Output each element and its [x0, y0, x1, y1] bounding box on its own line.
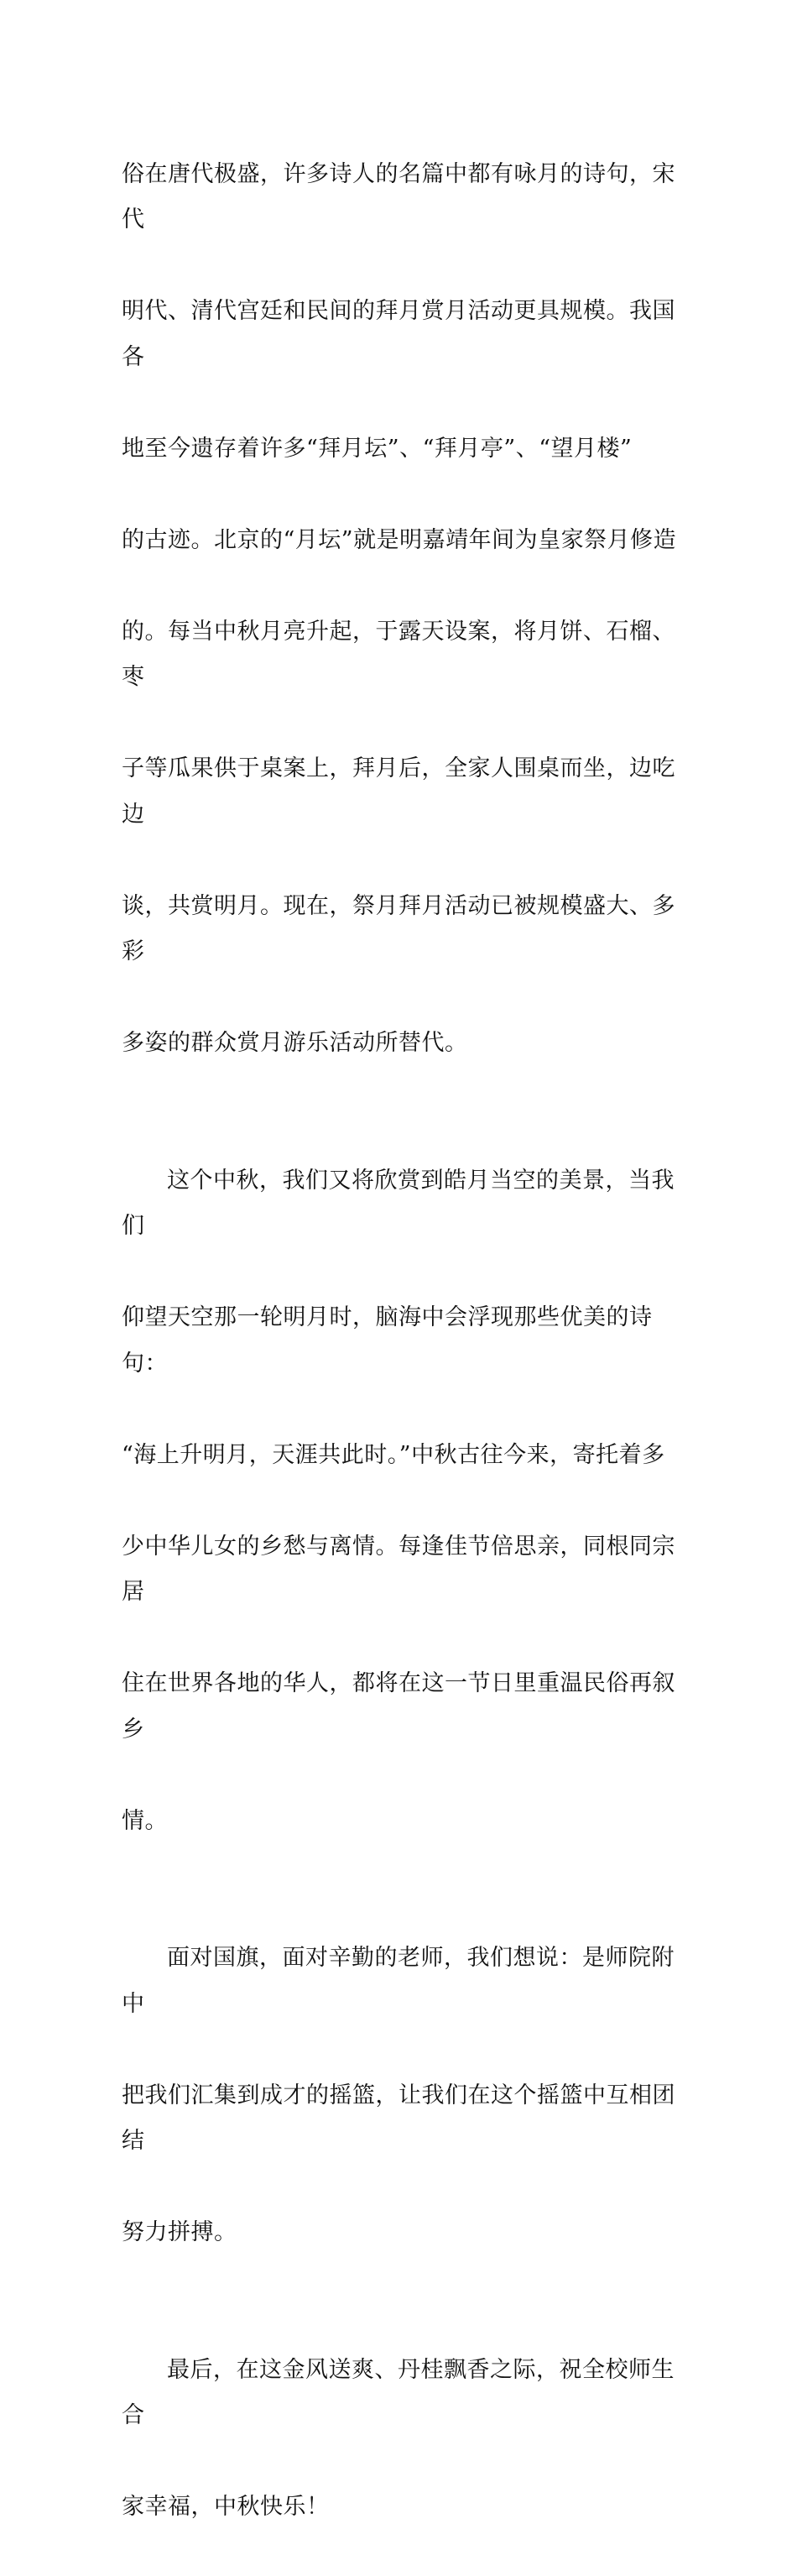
- paragraph-1: [122, 106, 692, 1112]
- text-line: 面对国旗，面对辛勤的老师，我们想说：是师院附中: [122, 1945, 675, 2017]
- text-line: 情。: [122, 1807, 168, 1834]
- text-line: 住在世界各地的华人，都将在这一节日里重温民俗再叙乡: [122, 1670, 675, 1743]
- paragraph-4: [122, 2302, 692, 2576]
- text-line: 多姿的群众赏月游乐活动所替代。: [122, 1030, 468, 1056]
- text-line: 仰望天空那一轮明月时，脑海中会浮现那些优美的诗句：: [122, 1304, 653, 1377]
- text-line: 家幸福，中秋快乐！: [122, 2494, 330, 2520]
- document-body: [122, 106, 692, 2576]
- text-line: 少中华儿女的乡愁与离情。每逢佳节倍思亲，同根同宗居: [122, 1533, 675, 1605]
- text-line: 努力拼搏。: [122, 2219, 237, 2245]
- paragraph-3: [122, 1890, 692, 2302]
- text-line: 的古迹。北京的“月坛”就是明嘉靖年间为皇家祭月修造: [122, 526, 677, 553]
- text-line: 的。每当中秋月亮升起，于露天设案，将月饼、石榴、枣: [122, 618, 675, 690]
- text-line: 地至今遗存着许多“拜月坛”、“拜月亭”、“望月楼”: [122, 435, 633, 462]
- text-line: 最后，在这金风送爽、丹桂飘香之际，祝全校师生合: [122, 2356, 675, 2428]
- text-line: 谈，共赏明月。现在，祭月拜月活动已被规模盛大、多彩: [122, 892, 675, 964]
- text-line: 明代、清代宫廷和民间的拜月赏月活动更具规模。我国各: [122, 298, 675, 370]
- text-line: 把我们汇集到成才的摇篮，让我们在这个摇篮中互相团结: [122, 2082, 675, 2154]
- text-line: 俗在唐代极盛，许多诗人的名篇中都有咏月的诗句，宋代: [122, 160, 675, 233]
- text-line: 这个中秋，我们又将欣赏到皓月当空的美景，当我们: [122, 1167, 675, 1239]
- paragraph-2: [122, 1112, 692, 1890]
- text-line: 子等瓜果供于桌案上，拜月后，全家人围桌而坐，边吃边: [122, 755, 675, 828]
- text-line: “海上升明月，天涯共此时。”中秋古往今来，寄托着多: [122, 1441, 665, 1468]
